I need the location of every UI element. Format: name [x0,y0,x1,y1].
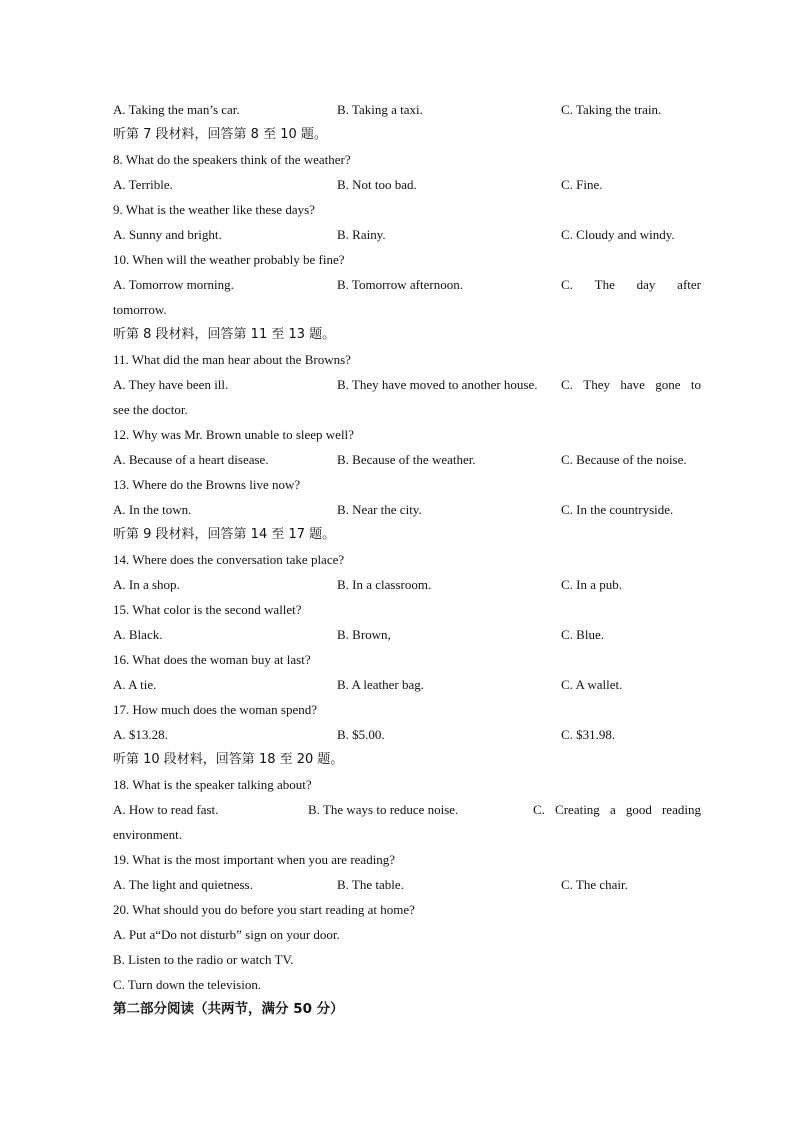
question-stem: 15. What color is the second wallet? [113,602,302,617]
question-stem: 8. What do the speakers think of the weather? [113,152,351,167]
option-c: C. Taking the train. [561,102,662,117]
option-c-word: have [620,377,645,392]
option-a: A. Put a“Do not disturb” sign on your door. [113,927,340,942]
option-b: B. Because of the weather. [337,452,476,467]
option-a: A. A tie. [113,677,157,692]
question-14-options [113,572,701,597]
question-9-options [113,222,701,247]
option-c-word: after [677,277,701,292]
question-7-options [113,97,701,122]
option-b: B. Tomorrow afternoon. [337,277,463,292]
listening-section-heading: 听第 7 段材料，回答第 8 至 10 题。 [113,127,327,142]
option-c: C. $31.98. [561,727,616,742]
exam-page [113,97,701,1022]
option-c-continuation: see the doctor. [113,402,188,417]
option-c: C. Fine. [561,177,603,192]
question-stem: 16. What does the woman buy at last? [113,652,311,667]
question-8-options [113,172,701,197]
option-c-continuation: tomorrow. [113,302,167,317]
option-c [561,372,701,397]
option-a: A. Sunny and bright. [113,227,222,242]
option-b: B. Near the city. [337,502,422,517]
option-a: A. Black. [113,627,163,642]
option-c-word: reading [661,802,701,817]
option-c: C. In the countryside. [561,502,674,517]
question-19-options [113,872,701,897]
question-10-options [113,272,701,297]
option-c [561,272,701,297]
question-15-options [113,622,701,647]
option-c: C. Turn down the television. [113,977,262,992]
option-a: A. The light and quietness. [113,877,253,892]
question-stem: 19. What is the most important when you are reading? [113,852,396,867]
question-stem: 14. Where does the conversation take place? [113,552,345,567]
part-two-heading: 第二部分阅读（共两节，满分 50 分） [113,1001,344,1017]
option-a: A. Terrible. [113,177,173,192]
question-11-options [113,372,701,397]
question-13-options [113,497,701,522]
question-stem: 12. Why was Mr. Brown unable to sleep well? [113,427,354,442]
option-c-word: The [594,277,615,292]
option-c-word: Creating [555,802,600,817]
listening-section-heading: 听第 8 段材料，回答第 11 至 13 题。 [113,327,336,342]
option-c-word: gone [655,377,681,392]
option-b: B. In a classroom. [337,577,432,592]
listening-section-heading: 听第 10 段材料，回答第 18 至 20 题。 [113,752,344,767]
option-c: C. The chair. [561,877,628,892]
question-12-options [113,447,701,472]
question-stem: 11. What did the man hear about the Browns? [113,352,351,367]
option-c-word: day [636,277,656,292]
option-a: A. In a shop. [113,577,180,592]
question-stem: 10. When will the weather probably be fine? [113,252,345,267]
option-c: C. Because of the noise. [561,452,687,467]
option-c-word: C. [561,277,573,292]
option-b: B. Rainy. [337,227,386,242]
option-b: B. They have moved to another house. [337,377,538,392]
question-18-options [113,797,701,822]
option-b: B. The table. [337,877,404,892]
option-c-continuation: environment. [113,827,182,842]
option-a: A. How to read fast. [113,802,219,817]
option-b: B. Brown, [337,627,391,642]
question-stem: 13. Where do the Browns live now? [113,477,301,492]
option-c: C. Blue. [561,627,604,642]
question-stem: 9. What is the weather like these days? [113,202,315,217]
question-stem: 18. What is the speaker talking about? [113,777,312,792]
question-stem: 17. How much does the woman spend? [113,702,317,717]
option-b: B. The ways to reduce noise. [308,802,459,817]
option-c-word: C. [561,377,573,392]
option-c: C. In a pub. [561,577,623,592]
option-c-word: They [583,377,610,392]
option-b: B. Taking a taxi. [337,102,423,117]
option-a: A. In the town. [113,502,192,517]
option-b: B. Not too bad. [337,177,417,192]
option-b: B. $5.00. [337,727,385,742]
listening-section-heading: 听第 9 段材料，回答第 14 至 17 题。 [113,527,336,542]
question-17-options [113,722,701,747]
option-b: B. A leather bag. [337,677,425,692]
option-c: C. Cloudy and windy. [561,227,675,242]
option-c-word: a [609,802,616,817]
option-a: A. Because of a heart disease. [113,452,269,467]
option-c [533,797,701,822]
option-c-word: to [690,377,701,392]
question-16-options [113,672,701,697]
question-stem: 20. What should you do before you start reading at home? [113,902,415,917]
option-a: A. They have been ill. [113,377,229,392]
option-a: A. Taking the man’s car. [113,102,240,117]
option-b: B. Listen to the radio or watch TV. [113,952,294,967]
option-c-word: C. [533,802,545,817]
option-c: C. A wallet. [561,677,623,692]
option-a: A. Tomorrow morning. [113,277,234,292]
option-a: A. $13.28. [113,727,168,742]
option-c-word: good [625,802,652,817]
